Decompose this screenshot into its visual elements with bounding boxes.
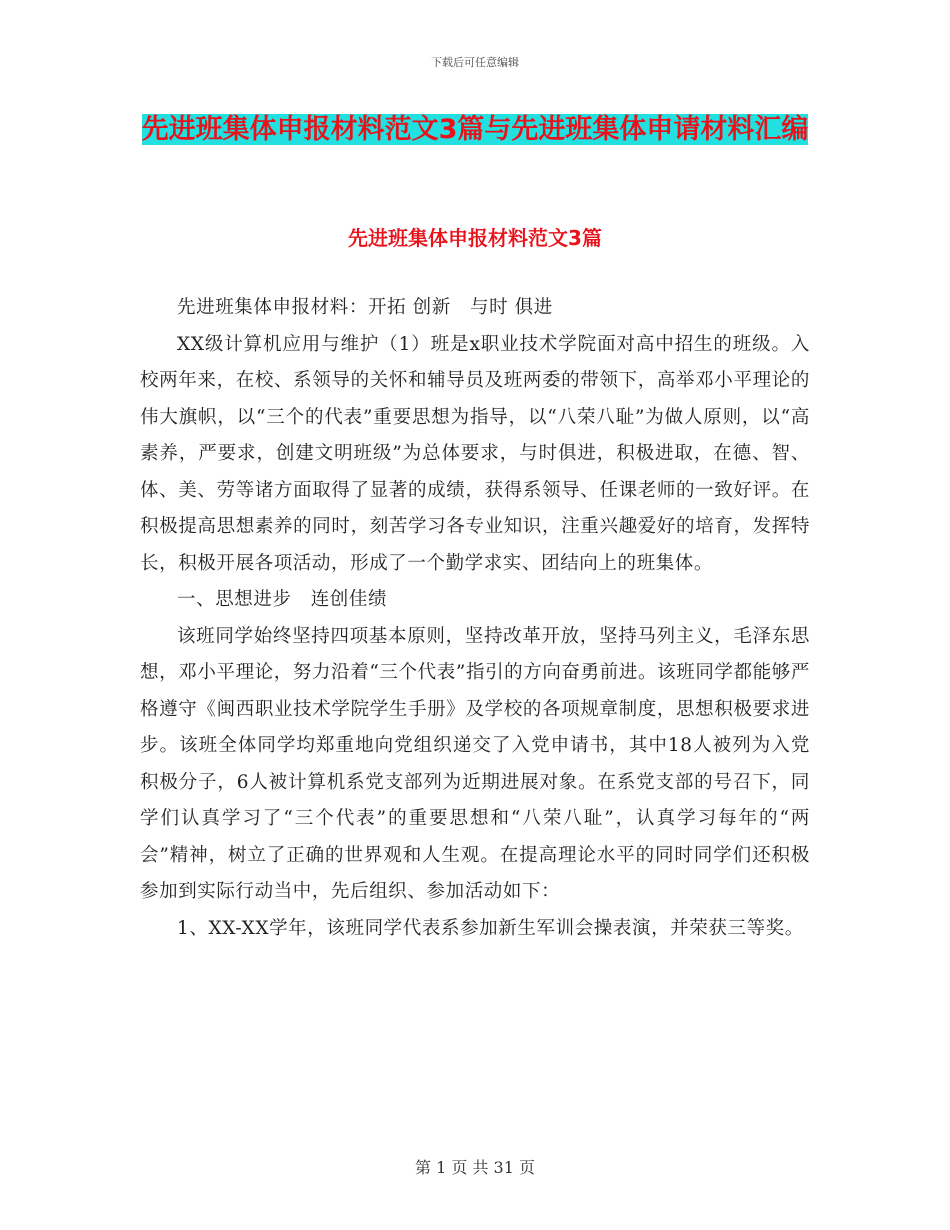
header-note: 下载后可任意编辑 [431,56,519,69]
body-paragraph: XX级计算机应用与维护（1）班是x职业技术学院面对高中招生的班级。入校两年来，在校、系领导的关怀和辅导员及班两委的带领下，高举邓小平理论的伟大旗帜，以“三个的代表”重要思想为指导，以“八荣八耻”为做人原则，以“高素养，严要求，创建文明班级”为总体要求，与时俱进，积极进取，在德、智、体、美、劳等诸方面取得了显著的成绩，获得系领导、任课老师的一致好评。在积极提高思想素养的同时，刻苦学习各专业知识，注重兴趣爱好的培育，发挥特长，积极开展各项活动，形成了一个勤学求实、团结向上的班集体。 [140,333,810,574]
body-paragraph-heading: 一、思想进步 连创佳绩 [177,589,388,610]
document-body [140,290,810,947]
document-title [140,108,810,152]
body-paragraph-list-item: 1、XX-XX学年，该班同学代表系参加新生军训会操表演，并荣获三等奖。 [177,917,804,939]
body-paragraph: 该班同学始终坚持四项基本原则，坚持改革开放，坚持马列主义，毛泽东思想，邓小平理论，努力沿着“三个代表”指引的方向奋勇前进。该班同学都能够严格遵守《闽西职业技术学院学生手册》及学校的各项规章制度，思想积极要求进步。该班全体同学均郑重地向党组织递交了入党申请书，其中18人被列为入党积极分子，6人被计算机系党支部列为近期进展对象。在系党支部的号召下，同学们认真学习了“三个代表”的重要思想和“八荣八耻”，认真学习每年的“两会”精神，树立了正确的世界观和人生观。在提高理论水平的同时同学们还积极参加到实际行动当中，先后组织、参加活动如下： [140,625,810,902]
body-paragraph-subtitle: 先进班集体申报材料：开拓 创新 与时 俱进 [177,297,553,318]
section-title: 先进班集体申报材料范文3篇 [348,226,602,250]
document-title-text: 先进班集体申报材料范文3篇与先进班集体申请材料汇编 [141,114,809,145]
page-number: 第 1 页 共 31 页 [415,1158,535,1177]
